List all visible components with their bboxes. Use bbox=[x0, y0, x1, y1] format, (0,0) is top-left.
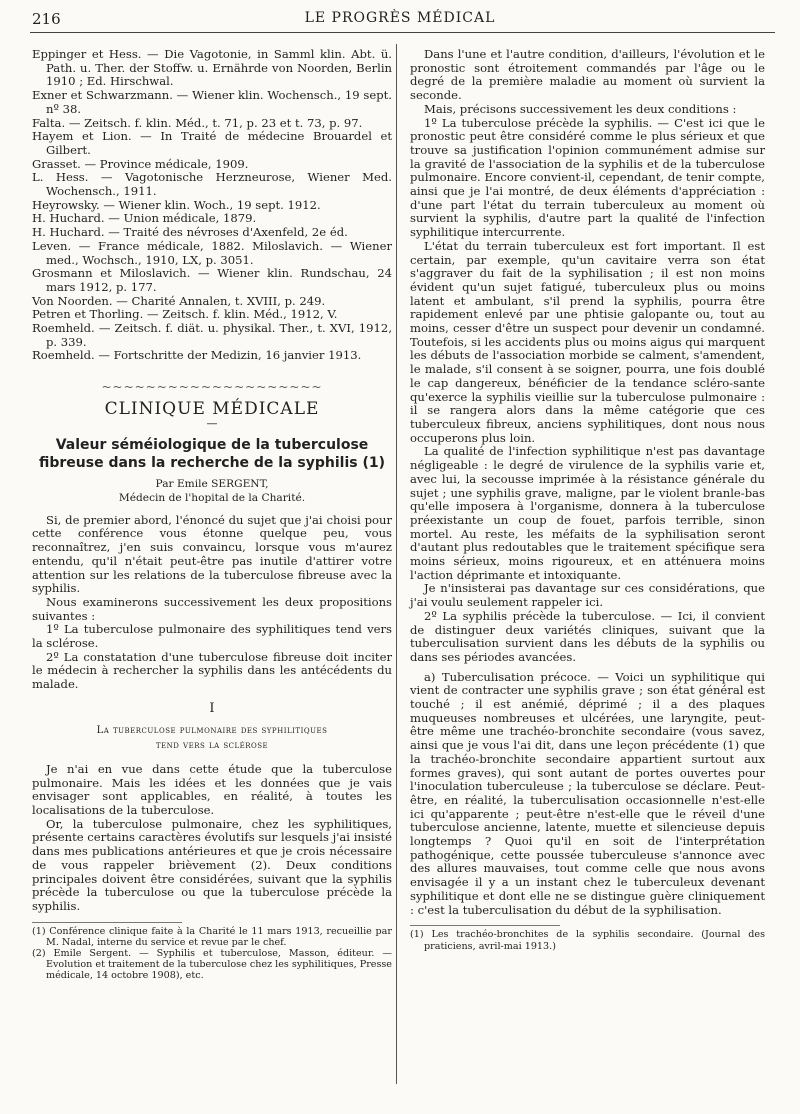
body-paragraph: a) Tuberculisation précoce. — Voici un syphilitique qui vient de contracter une syphilis grave ; son état général est touché ; il est anémié, déprimé ; il a des plaques muqueuses nombreuses et ulcérées, une laryngite, peut-être même une trachéo-bronchite secondaire (vous savez, ainsi que je vous l'ai dit, dans une leçon précédente (1) que la trachéo-bronchite secondaire appartient surtout aux formes graves), qui sont autant de portes ouvertes pour l'inoculation tuberculeuse ; la tuberculose se déclare. Peut-être, en réalité, la tuberculisation occasionnelle n'est-elle ici qu'apparente ; peut-être n'est-elle que le réveil d'une tuberculose ancienne, latente, muette et silencieuse depuis longtemps ? Quoi qu'il en soit de l'interprétation pathogénique, cette poussée tuberculeuse s'annonce avec des allures mauvaises, tout comme celle que nous avons envisagée il y a un instant chez le tuberculeux devenant syphilitique et dont elle ne se distingue guère cliniquement : c'est la tuberculisation du début de la syphilisation. bbox=[410, 669, 765, 917]
reference-item: L. Hess. — Vagotonische Herzneurose, Wiener Med. Wochensch., 1911. bbox=[32, 170, 392, 199]
section-dash: — bbox=[206, 416, 218, 430]
reference-item: Falta. — Zeitsch. f. klin. Méd., t. 71, p. 23 et t. 73, p. 97. bbox=[32, 115, 363, 130]
reference-item: Grosmann et Miloslavich. — Wiener klin. Rundschau, 24 mars 1912, p. 177. bbox=[32, 266, 392, 294]
footnote: (1) Les trachéo-bronchites de la syphilis secondaire. (Journal des praticiens, avril-mai 1913.) bbox=[410, 929, 765, 952]
footnote-rule bbox=[32, 922, 182, 923]
part-heading-line-2: tend vers la sclérose bbox=[155, 740, 269, 752]
footnote: (2) Emile Sergent. — Syphilis et tuberculose, Masson, éditeur. — Evolution et traitement de la tuberculose chez les syphilitiques, Presse médicale, 14 octobre 1908), etc. bbox=[32, 948, 392, 982]
footnote-rule bbox=[410, 925, 560, 926]
intro-paragraph: Nous examinerons successivement les deux propositions suivantes : bbox=[32, 594, 392, 623]
reference-item: Roemheld. — Fortschritte der Medizin, 16 janvier 1913. bbox=[32, 348, 362, 363]
left-column bbox=[32, 48, 392, 982]
body-paragraph: 1º La tuberculose précède la syphilis. — C'est ici que le pronostic peut être considéré comme le plus sérieux et que trouve sa justification l'opinion communément admise sur la gravité de l'association de la syphilis et de la tuberculose pulmonaire. Encore convient-il, cependant, de tenir compte, ainsi que je l'ai montré, de deux éléments d'appréciation : d'une part l'état du terrain tuberculeux au moment où survient la syphilis, d'autre part la qualité de l'infection syphilitique intercurrente. bbox=[410, 115, 765, 240]
reference-item: H. Huchard. — Traité des névroses d'Axenfeld, 2e éd. bbox=[32, 225, 348, 240]
reference-item: Grasset. — Province médicale, 1909. bbox=[32, 156, 249, 171]
right-column bbox=[410, 48, 765, 952]
intro-paragraph: 1º La tuberculose pulmonaire des syphilitiques tend vers la sclérose. bbox=[32, 622, 392, 651]
journal-title: LE PROGRÈS MÉDICAL bbox=[304, 10, 496, 26]
reference-item: Eppinger et Hess. — Die Vagotonie, in Samml klin. Abt. ü. Path. u. Ther. der Stoffw. u. Ernährde von Noorden, Berlin 1910 ; Ed. Hirschwal. bbox=[32, 47, 392, 89]
page-number: 216 bbox=[32, 10, 61, 28]
section-title: CLINIQUE MÉDICALE bbox=[104, 398, 320, 419]
reference-item: Petren et Thorling. — Zeitsch. f. klin. Méd., 1912, V. bbox=[32, 307, 338, 322]
reference-item: Hayem et Lion. — In Traité de médecine Brouardel et Gilbert. bbox=[32, 129, 392, 157]
reference-item: H. Huchard. — Union médicale, 1879. bbox=[32, 211, 257, 226]
section-ornament: ~~~~~~~~~~~~~~~~~~~~ bbox=[101, 380, 323, 395]
column-divider bbox=[396, 44, 397, 1084]
header-rule bbox=[30, 32, 775, 33]
reference-item: Heyrowsky. — Wiener klin. Woch., 19 sept. 1912. bbox=[32, 197, 321, 212]
part-heading: La tuberculose pulmonaire des syphilitiques bbox=[96, 724, 328, 736]
body-paragraph: Or, la tuberculose pulmonaire, chez les syphilitiques, présente certains caractères évolutifs sur lesquels j'ai insisté dans mes publications antérieures et que je crois nécessaire de vous rappeler brièvement (2). Deux conditions principales doivent être considérées, suivant que la syphilis précède la tuberculose ou que la tuberculose précède la syphilis. bbox=[32, 816, 393, 913]
reference-item: Roemheld. — Zeitsch. f. diät. u. physikal. Ther., t. XVI, 1912, p. 339. bbox=[32, 321, 392, 349]
part-numeral: I bbox=[209, 700, 215, 716]
reference-item: Leven. — France médicale, 1882. Miloslavich. — Wiener med., Wochsch., 1910, LX, p. 3051. bbox=[32, 238, 392, 267]
body-paragraph: Dans l'une et l'autre condition, d'ailleurs, l'évolution et le pronostic sont étroitement commandés par l'âge ou le degré de la première maladie au moment où survient la seconde. bbox=[410, 47, 765, 103]
reference-item: Von Noorden. — Charité Annalen, t. XVIII, p. 249. bbox=[32, 293, 326, 308]
intro-paragraph: Si, de premier abord, l'énoncé du sujet que j'ai choisi pour cette conférence vous étonne quelque peu, vous reconnaîtrez, j'en suis convaincu, lorsque vous m'aurez entendu, qu'il n'était peut-être pas inutile d'attirer votre attention sur les relations de la tuberculose fibreuse avec la syphilis. bbox=[32, 512, 392, 596]
body-paragraph: Je n'insisterai pas davantage sur ces considérations, que j'ai voulu seulement rappeler ici. bbox=[410, 581, 765, 610]
reference-item: Exner et Schwarzmann. — Wiener klin. Wochensch., 19 sept. nº 38. bbox=[32, 88, 392, 116]
body-paragraph: L'état du terrain tuberculeux est fort important. Il est certain, par exemple, qu'un cavitaire verra son état s'aggraver du fait de la syphilisation ; il est non moins évident qu'un sujet fatigué, tuberculeux plus ou moins latent et ambulant, s'il prend la syphilis, pourra être rapidement enlevé par une phtisie galopante ou, tout au moins, cesser d'être un suspect pour devenir un condamné. Toutefois, si les accidents plus ou moins aigus qui marquent les débuts de l'association morbide se calment, s'amendent, le malade, s'il consent à se soigner, pourra, une fois doublé le cap dangereux, bénéficier de la tendance scléro-sante qu'exerce la syphilis vieillie sur la tuberculose pulmonaire : il se rangera alors dans la même catégorie que ces tuberculeux fibreux, anciens syphilitiques, dont nous nous occuperons plus loin. bbox=[410, 238, 765, 445]
footnote: (1) Conférence clinique faite à la Charité le 11 mars 1913, recueillie par M. Nadal, interne du service et revue par le chef. bbox=[32, 925, 392, 948]
body-paragraph: Je n'ai en vue dans cette étude que la tuberculose pulmonaire. Mais les idées et les données que je vais envisager sont applicables, en réalité, à toutes les localisations de la tuberculose. bbox=[32, 761, 392, 818]
body-paragraph: Mais, précisons successivement les deux conditions : bbox=[424, 101, 737, 116]
page-header bbox=[0, 0, 800, 30]
body-paragraph: La qualité de l'infection syphilitique n'est pas davantage négligeable : le degré de virulence de la syphilis varie et, avec lui, la secousse imprimée à la résistance générale du sujet ; une syphilis grave, maligne, par le violent branle-bas qu'elle imposera à l'organisme, donnera à la tuberculose préexistante un coup de fouet, parfois terrible, sinon mortel. Au reste, les méfaits de la syphilisation seront d'autant plus redoutables que le traitement spécifique sera moins sérieux, moins rigoureux, et en atténuera moins l'action déprimante et intoxiquante. bbox=[410, 444, 765, 582]
author-affiliation: Médecin de l'hopital de la Charité. bbox=[118, 491, 306, 504]
intro-paragraph: 2º La constatation d'une tuberculose fibreuse doit inciter le médecin à rechercher la syphilis dans les antécédents du malade. bbox=[32, 649, 392, 692]
article-title: Valeur séméiologique de la tuberculose fibreuse dans la recherche de la syphilis (1) bbox=[38, 437, 386, 472]
author-line: Par Emile SERGENT, bbox=[155, 478, 269, 491]
body-paragraph: 2º La syphilis précède la tuberculose. — Ici, il convient de distinguer deux variétés cliniques, suivant que la tuberculisation survient dans les débuts de la syphilis ou dans ses périodes avancées. bbox=[410, 608, 765, 664]
reference-list bbox=[32, 48, 392, 363]
